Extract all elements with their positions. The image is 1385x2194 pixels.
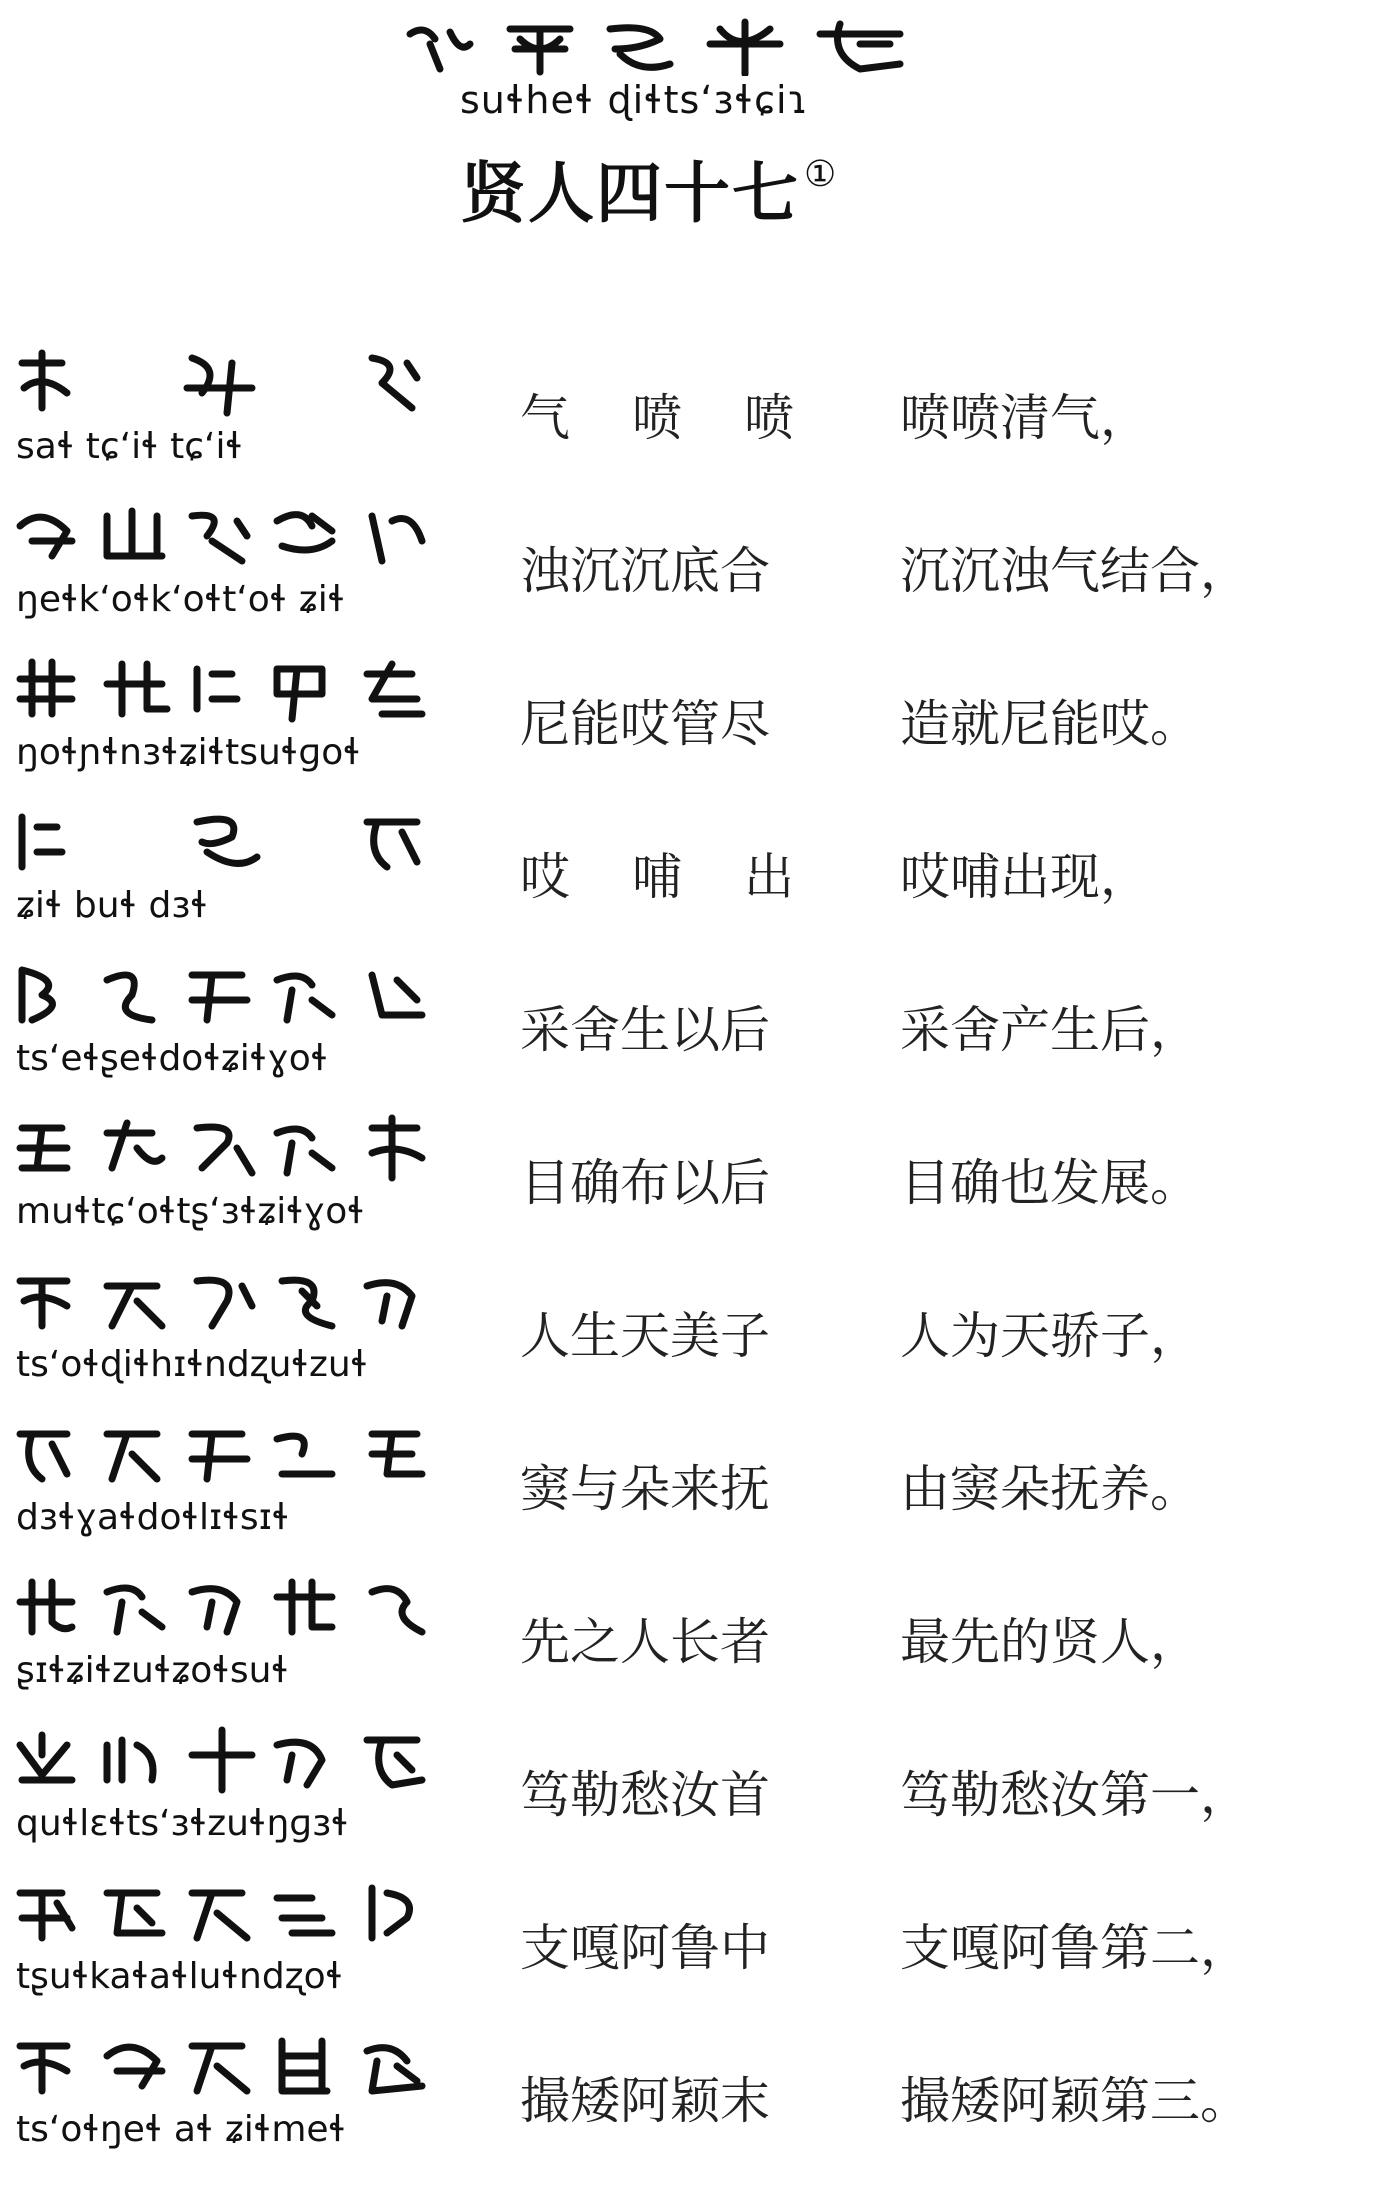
yi-script-cell	[12, 2023, 432, 2176]
verse-original: 采舍生以后	[520, 1001, 770, 1059]
verse-original: 先之人长者	[520, 1613, 770, 1671]
verse-word: 哎	[520, 848, 570, 906]
yi-glyphs-icon	[12, 348, 432, 420]
phonetic-line: ʂɪɬʑiɬzuɬʑoɬsuɬ	[16, 1650, 289, 1691]
verse-original: 人生天美子	[520, 1307, 770, 1365]
header	[0, 0, 1385, 260]
verse-translation: 笃勒愁汝第一，	[900, 1766, 1250, 1824]
verse-original	[520, 378, 830, 450]
verse-row	[0, 340, 1385, 493]
verse-row	[0, 1258, 1385, 1411]
verse-word: 出	[744, 848, 794, 906]
verse-translation: 由窦朵抚养。	[900, 1460, 1200, 1518]
yi-script-cell	[12, 1258, 432, 1411]
verse-original: 撮矮阿颖末	[520, 2072, 770, 2130]
verse-row	[0, 1870, 1385, 2023]
yi-glyphs-icon	[12, 1725, 432, 1797]
verse-row	[0, 952, 1385, 1105]
phonetic-line: saɬ tɕʻiɬ tɕʻiɬ	[16, 426, 244, 467]
verse-word: 哺	[632, 848, 682, 906]
yi-script-cell	[12, 1870, 432, 2023]
verse-original: 浊沉沉底合	[520, 542, 770, 600]
phonetic-line: tsʻeɬʂeɬdoɬʑiɬɣoɬ	[16, 1038, 329, 1079]
yi-script-cell	[12, 1411, 432, 1564]
phonetic-line: ʑiɬ buɬ dɜɬ	[16, 885, 209, 926]
verse-row	[0, 646, 1385, 799]
page-title	[460, 140, 838, 235]
phonetic-line: tʂuɬkaɬaɬluɬndʐoɬ	[16, 1956, 344, 1997]
yi-script-cell	[12, 952, 432, 1105]
verse-original: 支嘎阿鲁中	[520, 1919, 770, 1977]
verse-list	[0, 340, 1385, 2176]
yi-script-cell	[12, 646, 432, 799]
phonetic-line: quɬlɛɬtsʻɜɬzuɬŋɡɜɬ	[16, 1803, 349, 1844]
yi-script-cell	[12, 493, 432, 646]
verse-translation: 造就尼能哎。	[900, 695, 1200, 753]
verse-translation: 目确也发展。	[900, 1154, 1200, 1212]
verse-translation: 撮矮阿颖第三。	[900, 2072, 1250, 2130]
yi-glyphs-icon	[12, 1419, 432, 1491]
verse-row	[0, 2023, 1385, 2176]
yi-script-cell	[12, 340, 432, 493]
yi-glyphs-icon	[12, 960, 432, 1032]
yi-glyphs-icon	[12, 807, 432, 879]
verse-row	[0, 1564, 1385, 1717]
yi-glyphs-icon	[12, 1878, 432, 1950]
yi-glyphs-icon	[12, 2031, 432, 2103]
verse-row	[0, 1105, 1385, 1258]
yi-script-cell	[12, 799, 432, 952]
verse-row	[0, 1411, 1385, 1564]
phonetic-title: suɬheɬ ɖiɬtsʻɜɬɕiɿ	[460, 78, 809, 122]
verse-word: 喷	[632, 389, 682, 447]
phonetic-line: tsʻoɬŋeɬ aɬ ʑiɬmeɬ	[16, 2109, 347, 2150]
yi-glyphs-icon	[12, 501, 432, 573]
verse-original: 目确布以后	[520, 1154, 770, 1212]
verse-row	[0, 493, 1385, 646]
phonetic-line: ŋeɬkʻoɬkʻoɬtʻoɬ ʑiɬ	[16, 579, 346, 620]
verse-original: 笃勒愁汝首	[520, 1766, 770, 1824]
title-text: 贤人四十七	[460, 155, 800, 232]
yi-glyphs-icon	[12, 1572, 432, 1644]
phonetic-line: dɜɬɣaɬdoɬlɪɬsɪɬ	[16, 1497, 290, 1538]
yi-glyphs-icon	[12, 654, 432, 726]
verse-translation: 人为天骄子，	[900, 1307, 1200, 1365]
verse-translation: 最先的贤人，	[900, 1613, 1200, 1671]
verse-translation: 喷喷清气，	[900, 389, 1150, 447]
verse-original	[520, 837, 830, 909]
verse-word: 气	[520, 389, 570, 447]
verse-translation: 哎哺出现，	[900, 848, 1150, 906]
yi-glyphs-icon	[12, 1113, 432, 1185]
verse-translation: 采舍产生后，	[900, 1001, 1200, 1059]
yi-script-cell	[12, 1105, 432, 1258]
verse-translation: 沉沉浊气结合，	[900, 542, 1250, 600]
verse-word: 喷	[744, 389, 794, 447]
verse-translation: 支嘎阿鲁第二，	[900, 1919, 1250, 1977]
phonetic-line: ŋoɬɲɬnɜɬʑiɬtsuɬɡoɬ	[16, 732, 361, 773]
verse-row	[0, 799, 1385, 952]
script-title-glyphs	[400, 14, 920, 76]
yi-script-cell	[12, 1717, 432, 1870]
footnote-mark: ①	[804, 154, 839, 195]
yi-script-title-icon	[400, 14, 920, 76]
verse-row	[0, 1717, 1385, 1870]
yi-glyphs-icon	[12, 1266, 432, 1338]
yi-script-cell	[12, 1564, 432, 1717]
verse-original: 窦与朵来抚	[520, 1460, 770, 1518]
verse-original: 尼能哎管尽	[520, 695, 770, 753]
phonetic-line: muɬtɕʻoɬtʂʻɜɬʑiɬɣoɬ	[16, 1191, 365, 1232]
phonetic-line: tsʻoɬɖiɬhɪɬndʐuɬzuɬ	[16, 1344, 369, 1385]
